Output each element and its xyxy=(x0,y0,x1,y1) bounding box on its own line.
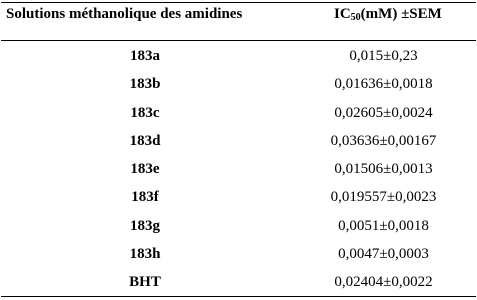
table-row xyxy=(0,40,477,68)
row-ic50-value: 0,015±0,23 xyxy=(349,48,418,64)
row-compound: 183f xyxy=(131,189,159,206)
table-top-rule xyxy=(1,2,476,3)
row-ic50-value: 0,02404±0,0022 xyxy=(334,274,433,291)
row-compound: 183d xyxy=(129,132,161,149)
table-row xyxy=(0,238,477,266)
row-ic50-value: 0,01506±0,0013 xyxy=(334,161,433,178)
row-compound: 183h xyxy=(129,246,161,263)
table-header xyxy=(0,5,477,27)
table-row xyxy=(0,266,477,294)
row-ic50-value: 0,0051±0,0018 xyxy=(338,217,429,234)
table-bottom-rule xyxy=(1,296,476,297)
row-compound: 183a xyxy=(130,48,160,64)
row-ic50-value: 0,03636±0,00167 xyxy=(330,132,437,149)
row-compound: 183e xyxy=(130,161,160,178)
header-ic50 xyxy=(334,6,442,23)
table-row xyxy=(0,153,477,181)
row-ic50-value: 0,01636±0,0018 xyxy=(334,76,433,93)
row-compound: 183g xyxy=(130,217,160,234)
table-row xyxy=(0,210,477,238)
table-row xyxy=(0,181,477,209)
row-compound: BHT xyxy=(129,274,161,291)
row-ic50-value: 0,019557±0,0023 xyxy=(330,189,437,206)
table-row xyxy=(0,97,477,125)
header-solutions: Solutions méthanolique des amidines xyxy=(6,6,243,22)
row-compound: 183b xyxy=(129,76,161,93)
header-ic50-suffix: (mM) ±SEM xyxy=(360,6,442,22)
row-ic50-value: 0,02605±0,0024 xyxy=(334,104,433,121)
table-row xyxy=(0,125,477,153)
table-row xyxy=(0,68,477,96)
header-ic50-subscript: 50 xyxy=(350,12,361,23)
row-ic50-value: 0,0047±0,0003 xyxy=(338,246,429,263)
row-compound: 183c xyxy=(130,104,160,121)
table-body xyxy=(0,40,477,295)
header-ic50-prefix: IC xyxy=(334,6,351,22)
